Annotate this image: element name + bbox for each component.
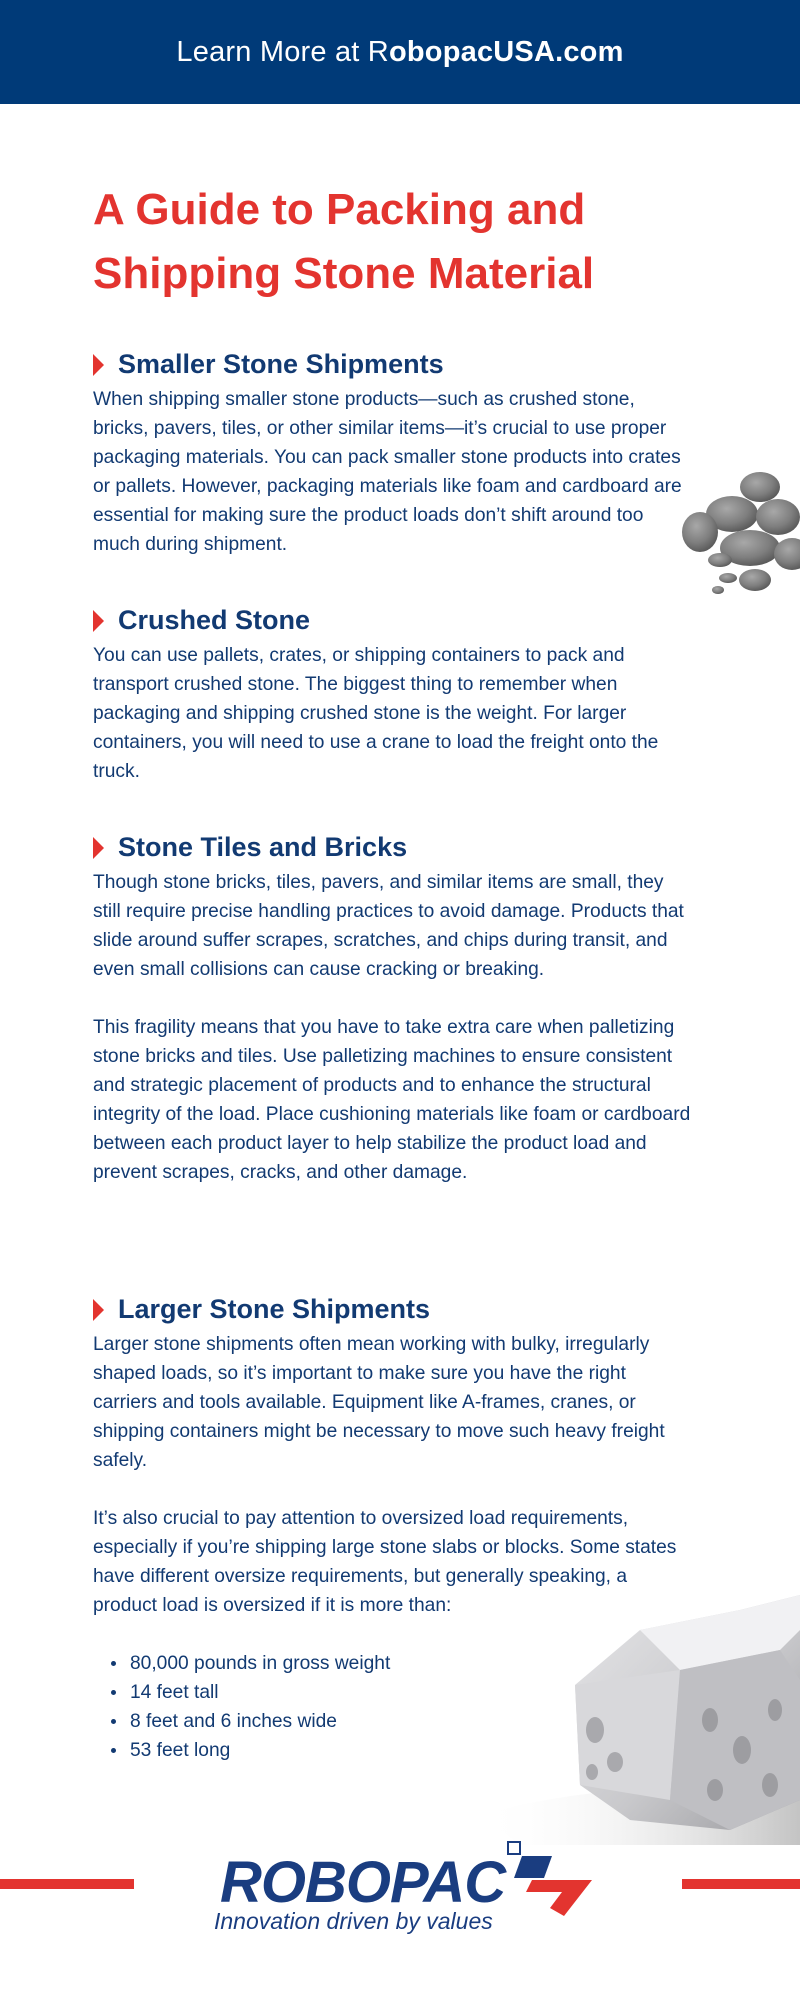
banner-link[interactable]: [176, 36, 623, 69]
section-paragraph: It’s also crucial to pay attention to oversized load requirements, especially if you’re shipping large stone slabs or blocks. Some states have different oversize requirements, but generally speaking, a product load is oversized if it is more than:: [93, 1508, 677, 1616]
top-banner: [0, 0, 800, 104]
section-heading: [93, 345, 693, 383]
list-item-text: 8 feet and 6 inches wide: [130, 1711, 337, 1732]
section-heading-text: Crushed Stone: [118, 604, 311, 635]
section-heading: [93, 828, 693, 866]
section-paragraph: When shipping smaller stone products—such as crushed stone, bricks, pavers, tiles, or other similar items—it’s crucial to use proper packaging materials. You can pack smaller stone products into crates or pallets. However, packaging materials like foam and cardboard are essential for making sure the product loads don’t shift around too much during shipment.: [93, 389, 682, 555]
page-title: A Guide to Packing and Shipping Stone Material: [93, 185, 595, 298]
logo-wordmark: ROBOPAC: [220, 1850, 506, 1915]
banner-text-prefix: Learn More at R: [176, 35, 389, 68]
red-triangle-icon: [93, 354, 104, 376]
section-paragraph: Though stone bricks, tiles, pavers, and similar items are small, they still require precise handling practices to avoid damage. Products that slide around suffer scrapes, scratches, and chips during transit, and even small collisions can cause cracking or breaking.: [93, 872, 684, 980]
red-triangle-icon: [93, 610, 104, 632]
section-heading-text: Stone Tiles and Bricks: [118, 831, 408, 862]
bullet-icon: [111, 1661, 116, 1666]
bullet-icon: [111, 1690, 116, 1695]
red-triangle-icon: [93, 837, 104, 859]
section-heading-text: Smaller Stone Shipments: [118, 348, 444, 379]
section-paragraph: Larger stone shipments often mean working with bulky, irregularly shaped loads, so it’s important to make sure you have the right carriers and tools available. Equipment like A-frames, cranes, or shipping containers might be necessary to move such heavy freight safely.: [93, 1334, 665, 1471]
logo-tagline: Innovation driven by values: [214, 1908, 493, 1934]
robopac-logo[interactable]: [212, 1838, 592, 1938]
section-tiles-bricks: [93, 828, 693, 1187]
section-crushed-stone: [93, 601, 693, 786]
section-paragraph: This fragility means that you have to take extra care when palletizing stone bricks and tiles. Use palletizing machines to ensure consistent and strategic placement of products and to enhance the structural integrity of the load. Place cushioning materials like foam or cardboard between each product layer to help stabilize the product load and prevent scrapes, cracks, and other damage.: [93, 1017, 691, 1183]
section-heading: [93, 601, 693, 639]
section-heading: [93, 1290, 693, 1328]
stone-block-illustration: [480, 1590, 800, 1845]
list-item-text: 14 feet tall: [130, 1682, 219, 1703]
section-paragraph: You can use pallets, crates, or shipping containers to pack and transport crushed stone. The biggest thing to remember when packaging and shipping crushed stone is the weight. For larger containers, you will need to use a crane to load the freight onto the truck.: [93, 645, 659, 782]
footer-rule-right: [682, 1879, 800, 1889]
red-triangle-icon: [93, 1299, 104, 1321]
section-heading-text: Larger Stone Shipments: [118, 1293, 431, 1324]
banner-text-url: obopacUSA.com: [388, 35, 624, 68]
list-item-text: 80,000 pounds in gross weight: [130, 1653, 391, 1674]
pebbles-illustration: [680, 462, 800, 597]
footer-rule-left: [0, 1879, 134, 1889]
list-item-text: 53 feet long: [130, 1740, 231, 1761]
bullet-icon: [111, 1748, 116, 1753]
robopac-mark-icon: [504, 1838, 594, 1918]
section-smaller-stone: [93, 345, 693, 559]
bullet-icon: [111, 1719, 116, 1724]
